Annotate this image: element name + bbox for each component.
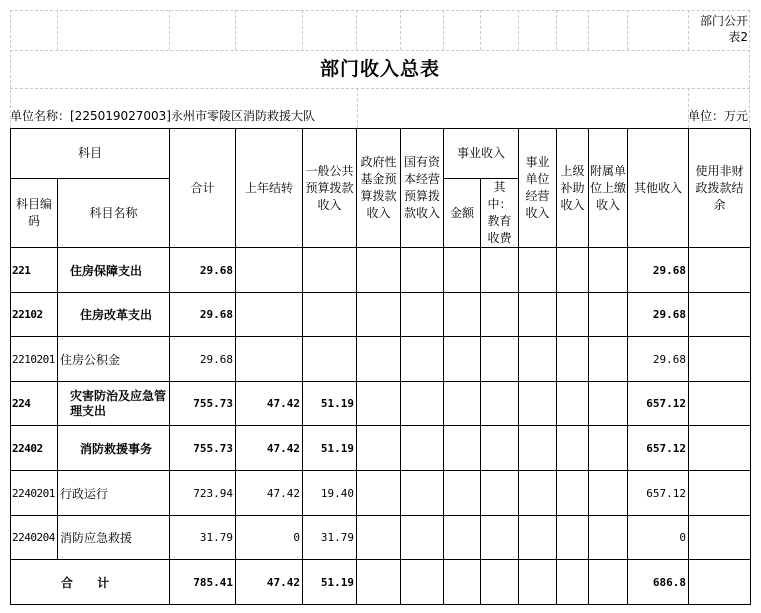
- col-other: 其他收入: [628, 129, 689, 248]
- row-code: 22102: [11, 293, 58, 337]
- row-general: [303, 337, 357, 382]
- row-name: 灾害防治及应急管理支出: [58, 382, 170, 426]
- row-general: 19.40: [303, 471, 357, 516]
- unit-label: 单位：万元: [687, 109, 748, 123]
- row-code: 22402: [11, 426, 58, 471]
- row-code: 224: [11, 382, 58, 426]
- total-carryover: 47.42: [236, 560, 303, 605]
- total-other: 686.8: [628, 560, 689, 605]
- col-superior-subsidy: 上级补助收入: [557, 129, 589, 248]
- row-name: 住房保障支出: [58, 248, 170, 293]
- row-name: 行政运行: [58, 471, 170, 516]
- col-subject-code: 科目编码: [11, 179, 58, 248]
- table-row: [11, 516, 751, 560]
- row-carryover: 0: [236, 516, 303, 560]
- col-fund-budget: 政府性基金预算拨款收入: [357, 129, 401, 248]
- row-code: 2240204: [11, 516, 58, 560]
- total-row: [11, 560, 751, 605]
- row-total: 29.68: [170, 293, 236, 337]
- col-business-amount: 金额: [444, 179, 481, 248]
- col-business-edu: 其中：教育收费: [481, 179, 519, 248]
- row-general: [303, 248, 357, 293]
- row-carryover: 47.42: [236, 382, 303, 426]
- row-code: 2240201: [11, 471, 58, 516]
- page-title: 部门收入总表: [319, 58, 440, 80]
- table-row: [11, 426, 751, 471]
- col-total: 合计: [170, 129, 236, 248]
- row-general: 31.79: [303, 516, 357, 560]
- row-general: [303, 293, 357, 337]
- row-total: 29.68: [170, 248, 236, 293]
- table-row: [11, 471, 751, 516]
- row-total: 755.73: [170, 426, 236, 471]
- table-row: [11, 248, 751, 293]
- col-state-capital: 国有资本经营预算拨款收入: [401, 129, 444, 248]
- row-other: 657.12: [628, 426, 689, 471]
- row-carryover: 47.42: [236, 426, 303, 471]
- row-other: 657.12: [628, 471, 689, 516]
- total-general: 51.19: [303, 560, 357, 605]
- table-tag-line1: 部门公开: [699, 14, 748, 28]
- row-carryover: [236, 248, 303, 293]
- row-total: 29.68: [170, 337, 236, 382]
- row-code: 2210201: [11, 337, 58, 382]
- table-tag: [700, 13, 748, 45]
- row-other: 0: [628, 516, 689, 560]
- col-non-fiscal: 使用非财政拨款结余: [689, 129, 751, 248]
- table-row: [11, 382, 751, 426]
- row-other: 657.12: [628, 382, 689, 426]
- col-unit-operation: 事业单位经营收入: [519, 129, 557, 248]
- col-business-income: 事业收入: [444, 129, 519, 179]
- table-row: [11, 293, 751, 337]
- report-sheet: [10, 10, 750, 608]
- col-subject-name: 科目名称: [58, 179, 170, 248]
- row-code: 221: [11, 248, 58, 293]
- row-carryover: [236, 337, 303, 382]
- row-carryover: [236, 293, 303, 337]
- row-name: 消防救援事务: [58, 426, 170, 471]
- col-general-budget: 一般公共预算拨款收入: [303, 129, 357, 248]
- row-carryover: 47.42: [236, 471, 303, 516]
- col-affiliated: 附属单位上缴收入: [589, 129, 628, 248]
- col-carryover: 上年结转: [236, 129, 303, 248]
- income-table: [10, 128, 751, 605]
- row-general: 51.19: [303, 382, 357, 426]
- table-row: [11, 337, 751, 382]
- row-other: 29.68: [628, 337, 689, 382]
- row-total: 723.94: [170, 471, 236, 516]
- total-label: 合 计: [11, 560, 170, 605]
- row-total: 31.79: [170, 516, 236, 560]
- col-subject: 科目: [11, 129, 170, 179]
- unit-name: 单位名称：[225019027003]永州市零陵区消防救援大队: [10, 109, 315, 123]
- row-name: 消防应急救援: [58, 516, 170, 560]
- row-name: 住房公积金: [58, 337, 170, 382]
- row-total: 755.73: [170, 382, 236, 426]
- row-name: 住房改革支出: [58, 293, 170, 337]
- total-sum: 785.41: [170, 560, 236, 605]
- row-other: 29.68: [628, 248, 689, 293]
- table-tag-line2: 表2: [728, 30, 748, 44]
- row-other: 29.68: [628, 293, 689, 337]
- row-general: 51.19: [303, 426, 357, 471]
